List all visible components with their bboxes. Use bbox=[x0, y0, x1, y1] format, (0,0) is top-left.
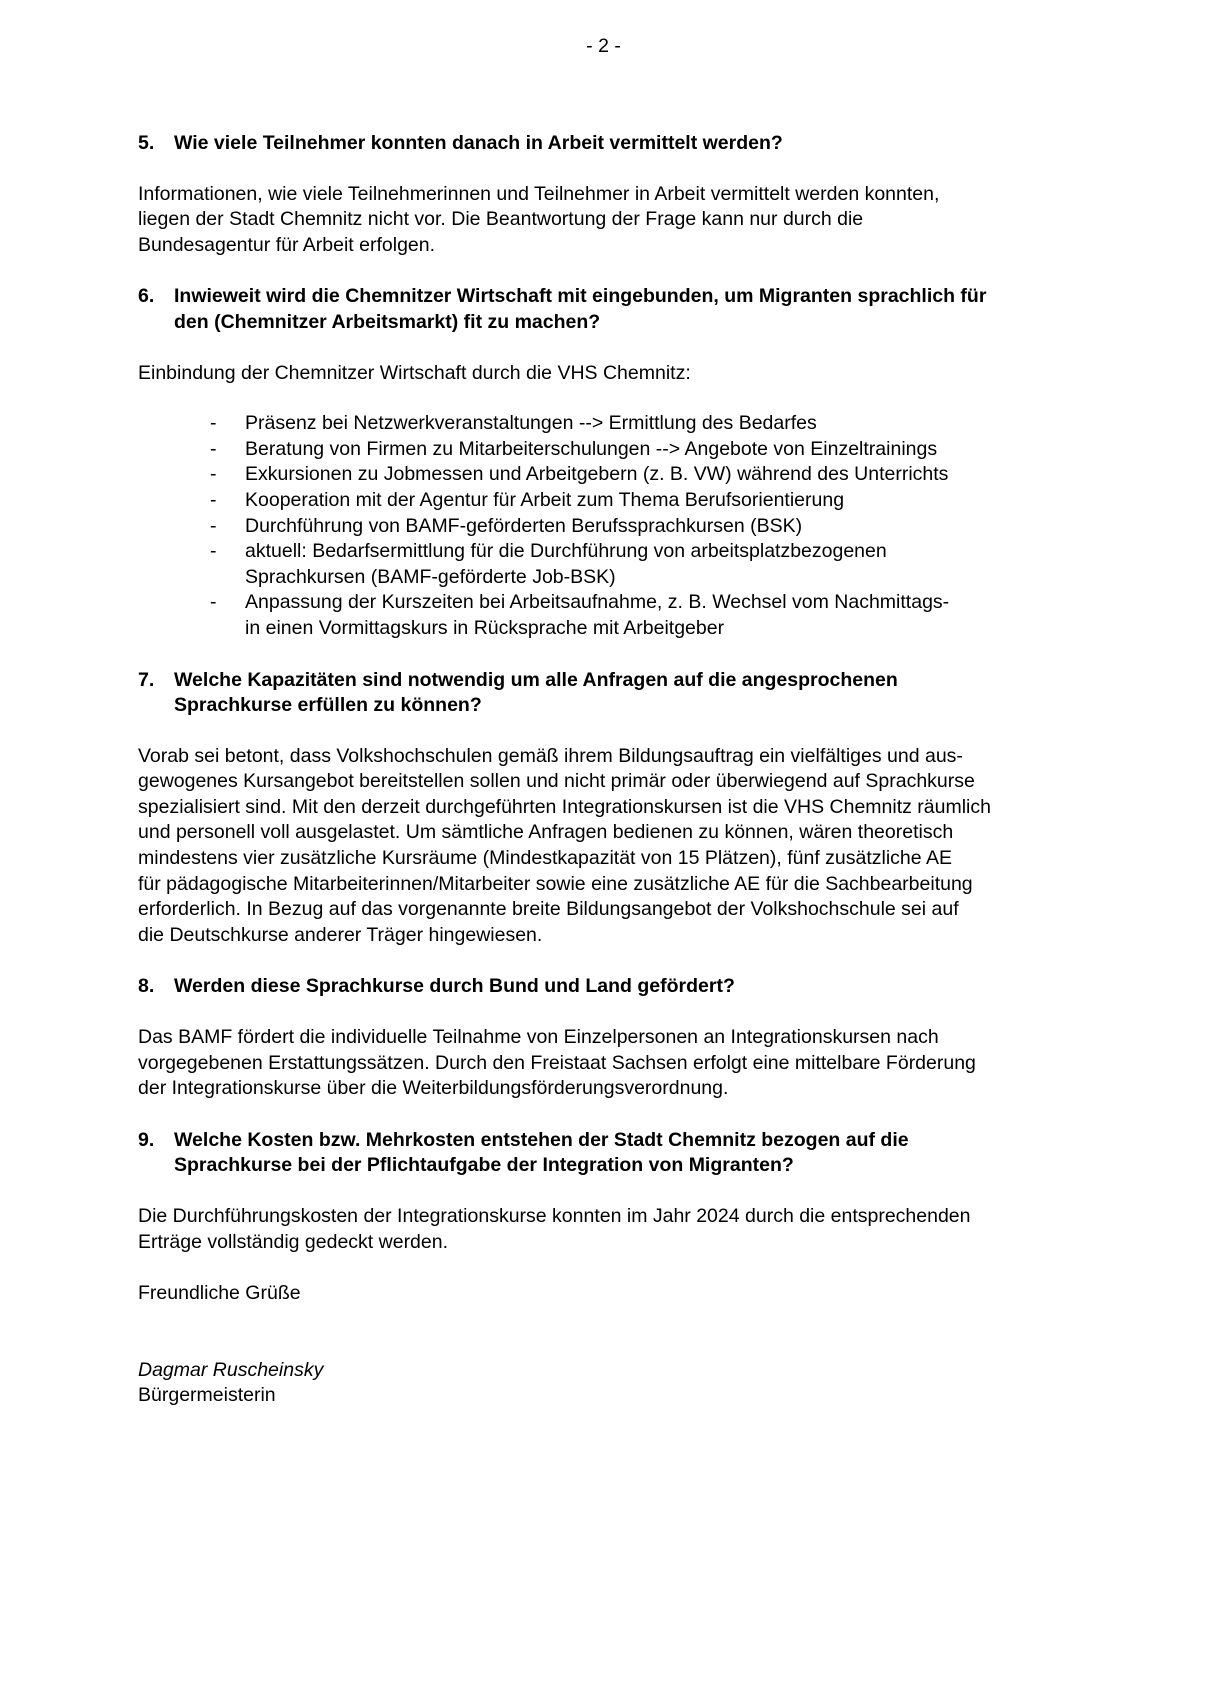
bullet-dash: - bbox=[210, 463, 217, 486]
answer-5 bbox=[138, 182, 1118, 259]
question-text bbox=[174, 1128, 1118, 1179]
economy-involvement-list bbox=[138, 411, 1118, 641]
answer-line: die Deutschkurse anderer Träger hingewiesen. bbox=[138, 923, 543, 946]
question-text bbox=[174, 668, 1118, 719]
closing-greeting: Freundliche Grüße bbox=[138, 1282, 301, 1305]
question-text: Wie viele Teilnehmer konnten danach in Arbeit vermittelt werden? bbox=[174, 132, 783, 154]
list-item-text: Exkursionen zu Jobmessen und Arbeitgebern (z. B. VW) während des Unterrichts bbox=[245, 463, 949, 486]
list-item-text: Präsenz bei Netzwerkveranstaltungen --> Ermittlung des Bedarfes bbox=[245, 412, 817, 435]
answer-line: Das BAMF fördert die individuelle Teilnahme von Einzelpersonen an Integrationskursen nach bbox=[138, 1026, 939, 1049]
question-line: Welche Kosten bzw. Mehrkosten entstehen der Stadt Chemnitz bezogen auf die bbox=[174, 1128, 909, 1151]
answer-line: Bundesagentur für Arbeit erfolgen. bbox=[138, 233, 436, 256]
list-item-text: aktuell: Bedarfsermittlung für die Durchführung von arbeitsplatzbezogenen bbox=[245, 540, 887, 563]
answer-line: spezialisiert sind. Mit den derzeit durchgeführten Integrationskursen ist die VHS Chemnitz räumlich bbox=[138, 795, 991, 818]
answer-line: Erträge vollständig gedeckt werden. bbox=[138, 1230, 449, 1253]
list-item-text: Sprachkursen (BAMF-geförderte Job-BSK) bbox=[245, 565, 616, 588]
answer-line: gewogenes Kursangebot bereitstellen sollen und nicht primär oder überwiegend auf Sprachkurse bbox=[138, 770, 975, 793]
list-item-text: Beratung von Firmen zu Mitarbeiterschulungen --> Angebote von Einzeltrainings bbox=[245, 437, 938, 460]
question-number: 8. bbox=[138, 975, 155, 998]
question-line: Inwieweit wird die Chemnitzer Wirtschaft mit eingebunden, um Migranten sprachlich für bbox=[174, 285, 987, 308]
list-item bbox=[138, 411, 1118, 437]
question-number: 9. bbox=[138, 1128, 155, 1151]
bullet-dash: - bbox=[210, 437, 217, 460]
question-number: 6. bbox=[138, 285, 155, 308]
question-5-heading bbox=[138, 131, 1118, 157]
bullet-dash: - bbox=[210, 591, 217, 614]
answer-line: vorgegebenen Erstattungssätzen. Durch den Freistaat Sachsen erfolgt eine mittelbare Förderung bbox=[138, 1051, 976, 1074]
question-number: 7. bbox=[138, 668, 155, 691]
list-item bbox=[138, 539, 1118, 590]
question-number: 5. bbox=[138, 132, 155, 154]
list-item bbox=[138, 488, 1118, 514]
answer-line: mindestens vier zusätzliche Kursräume (Mindestkapazität von 15 Plätzen), fünf zusätzliche AE bbox=[138, 847, 952, 870]
list-item-text: Durchführung von BAMF-geförderten Berufssprachkursen (BSK) bbox=[245, 514, 803, 537]
bullet-dash: - bbox=[210, 540, 217, 563]
answer-6-intro: Einbindung der Chemnitzer Wirtschaft durch die VHS Chemnitz: bbox=[138, 361, 691, 384]
question-6-heading bbox=[138, 284, 1118, 335]
answer-line: der Integrationskurse über die Weiterbildungsförderungsverordnung. bbox=[138, 1077, 729, 1100]
answer-7 bbox=[138, 744, 1128, 949]
signer-name: Dagmar Ruscheinsky bbox=[138, 1358, 324, 1381]
answer-line: für pädagogische Mitarbeiterinnen/Mitarbeiter sowie eine zusätzliche AE für die Sachbearbeitung bbox=[138, 872, 973, 895]
list-item bbox=[138, 462, 1118, 488]
question-line: den (Chemnitzer Arbeitsmarkt) fit zu machen? bbox=[174, 310, 601, 333]
list-item bbox=[138, 514, 1118, 540]
question-line: Sprachkurse erfüllen zu können? bbox=[174, 694, 482, 717]
bullet-dash: - bbox=[210, 514, 217, 537]
answer-line: Vorab sei betont, dass Volkshochschulen gemäß ihrem Bildungsauftrag ein vielfältiges und aus- bbox=[138, 744, 963, 767]
answer-line: Die Durchführungskosten der Integrationskurse konnten im Jahr 2024 durch die entsprechenden bbox=[138, 1205, 971, 1227]
list-item-text: Anpassung der Kurszeiten bei Arbeitsaufnahme, z. B. Wechsel vom Nachmittags- bbox=[245, 591, 950, 614]
question-line: Welche Kapazitäten sind notwendig um alle Anfragen auf die angesprochenen bbox=[174, 668, 898, 691]
question-9-heading bbox=[138, 1128, 1118, 1179]
answer-line: erforderlich. In Bezug auf das vorgenannte breite Bildungsangebot der Volkshochschule sei auf bbox=[138, 898, 959, 921]
list-item-text: in einen Vormittagskurs in Rücksprache mit Arbeitgeber bbox=[245, 616, 725, 639]
bullet-dash: - bbox=[210, 488, 217, 511]
answer-line: liegen der Stadt Chemnitz nicht vor. Die Beantwortung der Frage kann nur durch die bbox=[138, 208, 864, 231]
bullet-dash: - bbox=[210, 412, 217, 435]
answer-line: und personell voll ausgelastet. Um sämtliche Anfragen bedienen zu können, wären theoretisch bbox=[138, 821, 954, 844]
list-item-text: Kooperation mit der Agentur für Arbeit zum Thema Berufsorientierung bbox=[245, 488, 845, 511]
answer-line: Informationen, wie viele Teilnehmerinnen und Teilnehmer in Arbeit vermittelt werden konnten, bbox=[138, 182, 940, 205]
list-item bbox=[138, 437, 1118, 463]
answer-8 bbox=[138, 1025, 1118, 1102]
letter-body bbox=[138, 131, 1118, 1409]
question-line: Sprachkurse bei der Pflichtaufgabe der Integration von Migranten? bbox=[174, 1154, 794, 1177]
answer-9 bbox=[138, 1204, 1118, 1255]
list-item bbox=[138, 590, 1118, 641]
signer-title: Bürgermeisterin bbox=[138, 1384, 276, 1407]
question-text bbox=[174, 284, 1118, 335]
question-7-heading bbox=[138, 668, 1118, 719]
question-text: Werden diese Sprachkurse durch Bund und Land gefördert? bbox=[174, 975, 735, 998]
question-8-heading bbox=[138, 974, 1118, 1000]
page-number: - 2 - bbox=[586, 35, 621, 57]
